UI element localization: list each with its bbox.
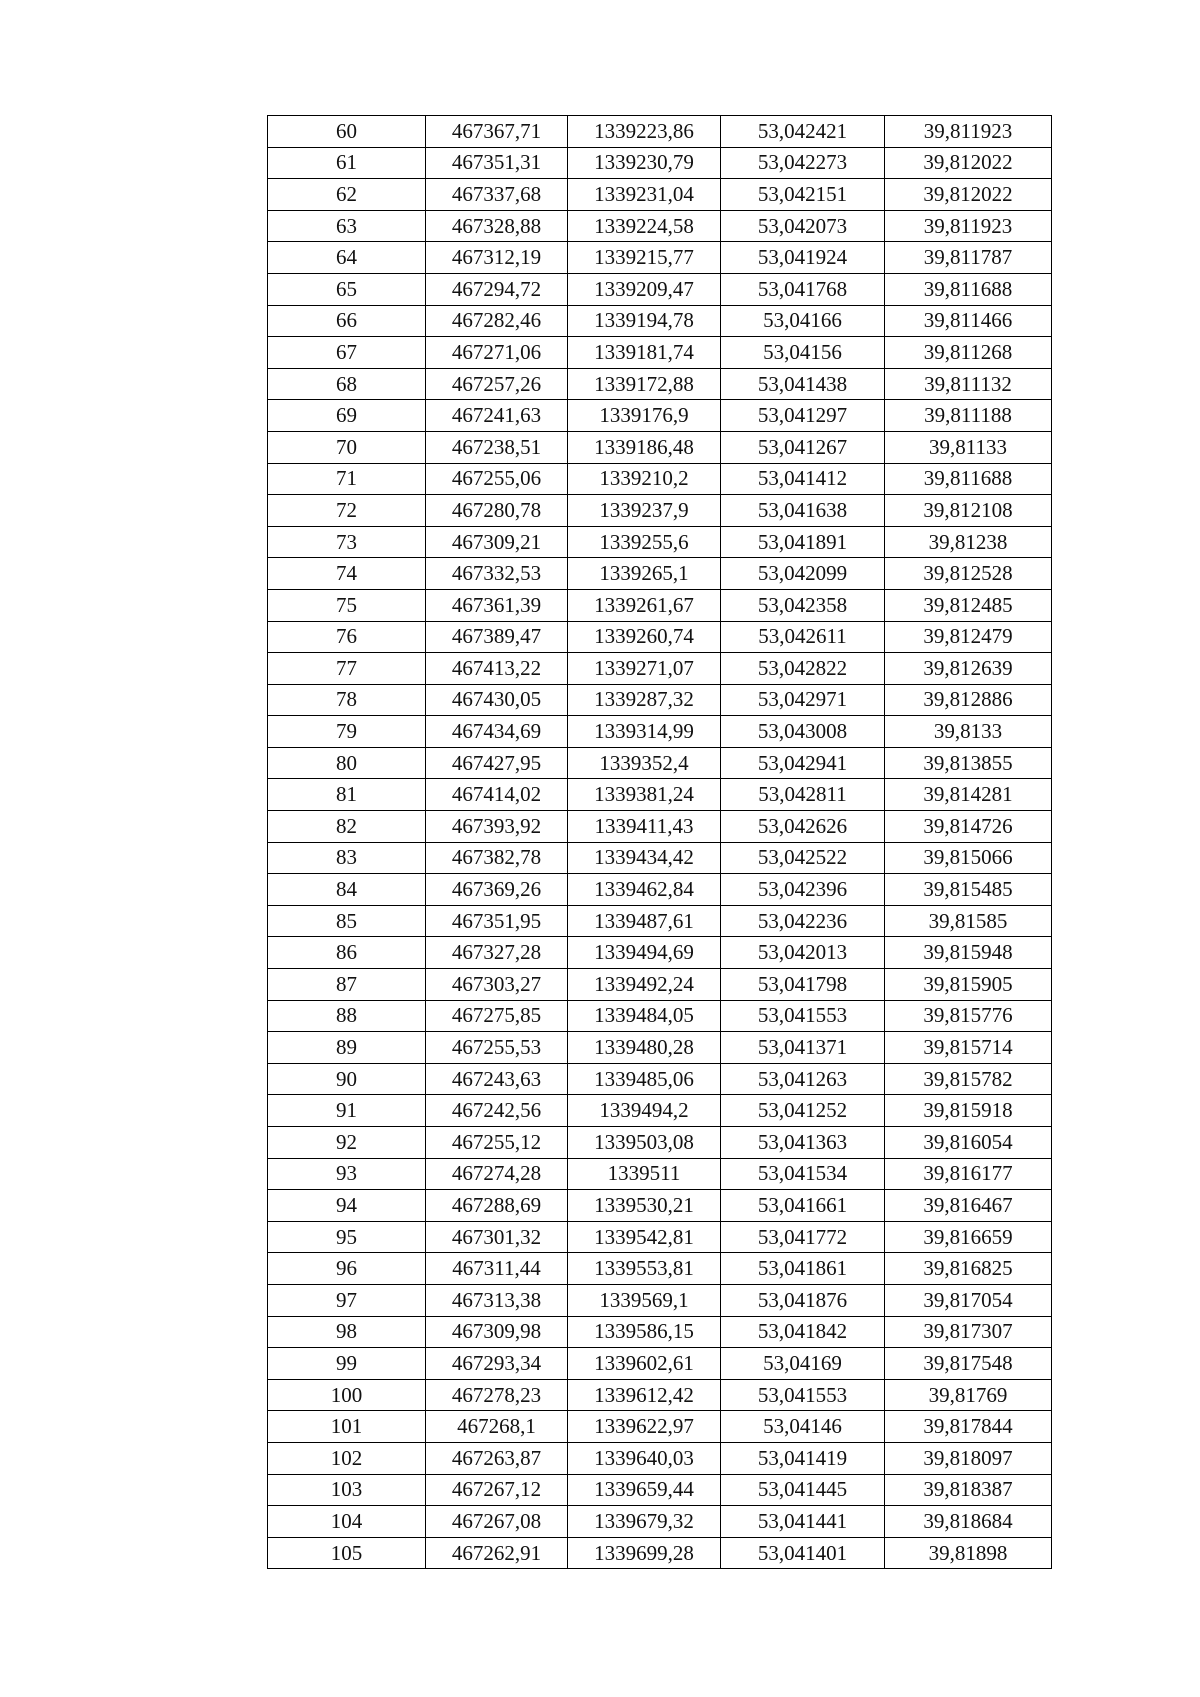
longitude-cell: 39,817307 [885,1316,1052,1348]
latitude-cell: 53,041534 [721,1158,885,1190]
longitude-cell: 39,814726 [885,811,1052,843]
point-number-cell: 89 [268,1032,426,1064]
y-coordinate-cell: 1339224,58 [568,210,721,242]
x-coordinate-cell: 467293,34 [426,1348,568,1380]
longitude-cell: 39,818684 [885,1506,1052,1538]
y-coordinate-cell: 1339209,47 [568,273,721,305]
latitude-cell: 53,041891 [721,526,885,558]
table-row [268,1221,1052,1253]
point-number-cell: 85 [268,905,426,937]
longitude-cell: 39,812479 [885,621,1052,653]
latitude-cell: 53,041876 [721,1284,885,1316]
longitude-cell: 39,815714 [885,1032,1052,1064]
table-row [268,431,1052,463]
x-coordinate-cell: 467361,39 [426,589,568,621]
point-number-cell: 105 [268,1537,426,1569]
table-row [268,1127,1052,1159]
table-row [268,526,1052,558]
y-coordinate-cell: 1339172,88 [568,368,721,400]
latitude-cell: 53,041553 [721,1379,885,1411]
point-number-cell: 70 [268,431,426,463]
x-coordinate-cell: 467427,95 [426,747,568,779]
table-row [268,1442,1052,1474]
table-row [268,1316,1052,1348]
longitude-cell: 39,813855 [885,747,1052,779]
table-row [268,1032,1052,1064]
table-row [268,1348,1052,1380]
longitude-cell: 39,811688 [885,273,1052,305]
y-coordinate-cell: 1339511 [568,1158,721,1190]
x-coordinate-cell: 467369,26 [426,874,568,906]
x-coordinate-cell: 467337,68 [426,179,568,211]
point-number-cell: 60 [268,116,426,148]
longitude-cell: 39,816659 [885,1221,1052,1253]
point-number-cell: 68 [268,368,426,400]
x-coordinate-cell: 467351,31 [426,147,568,179]
longitude-cell: 39,812022 [885,179,1052,211]
longitude-cell: 39,818387 [885,1474,1052,1506]
latitude-cell: 53,042611 [721,621,885,653]
latitude-cell: 53,041445 [721,1474,885,1506]
longitude-cell: 39,812639 [885,653,1052,685]
y-coordinate-cell: 1339215,77 [568,242,721,274]
point-number-cell: 73 [268,526,426,558]
latitude-cell: 53,041297 [721,400,885,432]
y-coordinate-cell: 1339542,81 [568,1221,721,1253]
x-coordinate-cell: 467268,1 [426,1411,568,1443]
table-row [268,495,1052,527]
longitude-cell: 39,815782 [885,1063,1052,1095]
coordinates-table-body [268,116,1052,1569]
table-row [268,1506,1052,1538]
y-coordinate-cell: 1339265,1 [568,558,721,590]
x-coordinate-cell: 467274,28 [426,1158,568,1190]
latitude-cell: 53,041263 [721,1063,885,1095]
y-coordinate-cell: 1339176,9 [568,400,721,432]
x-coordinate-cell: 467303,27 [426,969,568,1001]
longitude-cell: 39,811188 [885,400,1052,432]
latitude-cell: 53,041638 [721,495,885,527]
latitude-cell: 53,042073 [721,210,885,242]
table-row [268,1411,1052,1443]
x-coordinate-cell: 467413,22 [426,653,568,685]
latitude-cell: 53,041924 [721,242,885,274]
point-number-cell: 79 [268,716,426,748]
point-number-cell: 71 [268,463,426,495]
latitude-cell: 53,041441 [721,1506,885,1538]
point-number-cell: 66 [268,305,426,337]
y-coordinate-cell: 1339484,05 [568,1000,721,1032]
point-number-cell: 98 [268,1316,426,1348]
x-coordinate-cell: 467262,91 [426,1537,568,1569]
y-coordinate-cell: 1339480,28 [568,1032,721,1064]
y-coordinate-cell: 1339622,97 [568,1411,721,1443]
y-coordinate-cell: 1339352,4 [568,747,721,779]
x-coordinate-cell: 467328,88 [426,210,568,242]
latitude-cell: 53,041438 [721,368,885,400]
x-coordinate-cell: 467238,51 [426,431,568,463]
latitude-cell: 53,04166 [721,305,885,337]
point-number-cell: 99 [268,1348,426,1380]
y-coordinate-cell: 1339261,67 [568,589,721,621]
point-number-cell: 91 [268,1095,426,1127]
point-number-cell: 100 [268,1379,426,1411]
table-row [268,747,1052,779]
longitude-cell: 39,811923 [885,210,1052,242]
x-coordinate-cell: 467271,06 [426,337,568,369]
longitude-cell: 39,811787 [885,242,1052,274]
longitude-cell: 39,815485 [885,874,1052,906]
y-coordinate-cell: 1339494,2 [568,1095,721,1127]
point-number-cell: 75 [268,589,426,621]
point-number-cell: 62 [268,179,426,211]
latitude-cell: 53,043008 [721,716,885,748]
table-row [268,400,1052,432]
table-row [268,116,1052,148]
y-coordinate-cell: 1339260,74 [568,621,721,653]
point-number-cell: 72 [268,495,426,527]
x-coordinate-cell: 467267,08 [426,1506,568,1538]
coordinates-table [267,115,1052,1569]
x-coordinate-cell: 467241,63 [426,400,568,432]
table-row [268,969,1052,1001]
x-coordinate-cell: 467255,53 [426,1032,568,1064]
longitude-cell: 39,81133 [885,431,1052,463]
y-coordinate-cell: 1339411,43 [568,811,721,843]
latitude-cell: 53,042421 [721,116,885,148]
x-coordinate-cell: 467294,72 [426,273,568,305]
point-number-cell: 69 [268,400,426,432]
y-coordinate-cell: 1339223,86 [568,116,721,148]
table-row [268,337,1052,369]
latitude-cell: 53,042396 [721,874,885,906]
point-number-cell: 63 [268,210,426,242]
y-coordinate-cell: 1339194,78 [568,305,721,337]
point-number-cell: 61 [268,147,426,179]
longitude-cell: 39,81769 [885,1379,1052,1411]
table-row [268,716,1052,748]
y-coordinate-cell: 1339287,32 [568,684,721,716]
longitude-cell: 39,812886 [885,684,1052,716]
table-row [268,368,1052,400]
latitude-cell: 53,042358 [721,589,885,621]
latitude-cell: 53,042941 [721,747,885,779]
latitude-cell: 53,042236 [721,905,885,937]
y-coordinate-cell: 1339602,61 [568,1348,721,1380]
y-coordinate-cell: 1339485,06 [568,1063,721,1095]
latitude-cell: 53,042151 [721,179,885,211]
longitude-cell: 39,8133 [885,716,1052,748]
latitude-cell: 53,042273 [721,147,885,179]
point-number-cell: 81 [268,779,426,811]
point-number-cell: 86 [268,937,426,969]
y-coordinate-cell: 1339553,81 [568,1253,721,1285]
x-coordinate-cell: 467312,19 [426,242,568,274]
latitude-cell: 53,041861 [721,1253,885,1285]
table-row [268,558,1052,590]
point-number-cell: 95 [268,1221,426,1253]
table-row [268,1158,1052,1190]
longitude-cell: 39,811268 [885,337,1052,369]
x-coordinate-cell: 467280,78 [426,495,568,527]
y-coordinate-cell: 1339314,99 [568,716,721,748]
longitude-cell: 39,818097 [885,1442,1052,1474]
x-coordinate-cell: 467263,87 [426,1442,568,1474]
latitude-cell: 53,042626 [721,811,885,843]
x-coordinate-cell: 467434,69 [426,716,568,748]
latitude-cell: 53,042099 [721,558,885,590]
table-row [268,1000,1052,1032]
table-row [268,937,1052,969]
table-row [268,1190,1052,1222]
point-number-cell: 77 [268,653,426,685]
latitude-cell: 53,042013 [721,937,885,969]
longitude-cell: 39,816825 [885,1253,1052,1285]
longitude-cell: 39,811132 [885,368,1052,400]
x-coordinate-cell: 467243,63 [426,1063,568,1095]
table-row [268,779,1052,811]
longitude-cell: 39,817844 [885,1411,1052,1443]
y-coordinate-cell: 1339569,1 [568,1284,721,1316]
table-row [268,653,1052,685]
latitude-cell: 53,041661 [721,1190,885,1222]
table-row [268,463,1052,495]
table-row [268,1284,1052,1316]
x-coordinate-cell: 467327,28 [426,937,568,969]
longitude-cell: 39,815066 [885,842,1052,874]
longitude-cell: 39,815918 [885,1095,1052,1127]
x-coordinate-cell: 467393,92 [426,811,568,843]
latitude-cell: 53,042971 [721,684,885,716]
longitude-cell: 39,811688 [885,463,1052,495]
latitude-cell: 53,041772 [721,1221,885,1253]
latitude-cell: 53,041419 [721,1442,885,1474]
latitude-cell: 53,04146 [721,1411,885,1443]
x-coordinate-cell: 467382,78 [426,842,568,874]
latitude-cell: 53,041553 [721,1000,885,1032]
latitude-cell: 53,041401 [721,1537,885,1569]
point-number-cell: 80 [268,747,426,779]
y-coordinate-cell: 1339679,32 [568,1506,721,1538]
table-row [268,905,1052,937]
x-coordinate-cell: 467301,32 [426,1221,568,1253]
point-number-cell: 93 [268,1158,426,1190]
point-number-cell: 76 [268,621,426,653]
table-row [268,589,1052,621]
table-row [268,147,1052,179]
point-number-cell: 90 [268,1063,426,1095]
y-coordinate-cell: 1339210,2 [568,463,721,495]
point-number-cell: 101 [268,1411,426,1443]
latitude-cell: 53,04156 [721,337,885,369]
x-coordinate-cell: 467242,56 [426,1095,568,1127]
y-coordinate-cell: 1339530,21 [568,1190,721,1222]
table-row [268,242,1052,274]
y-coordinate-cell: 1339586,15 [568,1316,721,1348]
longitude-cell: 39,814281 [885,779,1052,811]
table-row [268,179,1052,211]
latitude-cell: 53,041798 [721,969,885,1001]
y-coordinate-cell: 1339503,08 [568,1127,721,1159]
y-coordinate-cell: 1339237,9 [568,495,721,527]
longitude-cell: 39,812485 [885,589,1052,621]
longitude-cell: 39,81898 [885,1537,1052,1569]
point-number-cell: 103 [268,1474,426,1506]
x-coordinate-cell: 467351,95 [426,905,568,937]
table-row [268,1474,1052,1506]
longitude-cell: 39,81585 [885,905,1052,937]
point-number-cell: 88 [268,1000,426,1032]
table-row [268,305,1052,337]
x-coordinate-cell: 467288,69 [426,1190,568,1222]
y-coordinate-cell: 1339271,07 [568,653,721,685]
point-number-cell: 83 [268,842,426,874]
y-coordinate-cell: 1339462,84 [568,874,721,906]
y-coordinate-cell: 1339612,42 [568,1379,721,1411]
point-number-cell: 67 [268,337,426,369]
x-coordinate-cell: 467309,21 [426,526,568,558]
table-row [268,1379,1052,1411]
latitude-cell: 53,04169 [721,1348,885,1380]
latitude-cell: 53,041267 [721,431,885,463]
longitude-cell: 39,817054 [885,1284,1052,1316]
longitude-cell: 39,811923 [885,116,1052,148]
point-number-cell: 82 [268,811,426,843]
x-coordinate-cell: 467332,53 [426,558,568,590]
x-coordinate-cell: 467311,44 [426,1253,568,1285]
longitude-cell: 39,812022 [885,147,1052,179]
longitude-cell: 39,815905 [885,969,1052,1001]
longitude-cell: 39,812528 [885,558,1052,590]
longitude-cell: 39,816177 [885,1158,1052,1190]
x-coordinate-cell: 467255,12 [426,1127,568,1159]
point-number-cell: 64 [268,242,426,274]
table-row [268,874,1052,906]
table-row [268,842,1052,874]
latitude-cell: 53,042822 [721,653,885,685]
y-coordinate-cell: 1339699,28 [568,1537,721,1569]
point-number-cell: 74 [268,558,426,590]
longitude-cell: 39,81238 [885,526,1052,558]
y-coordinate-cell: 1339381,24 [568,779,721,811]
longitude-cell: 39,817548 [885,1348,1052,1380]
y-coordinate-cell: 1339181,74 [568,337,721,369]
point-number-cell: 104 [268,1506,426,1538]
point-number-cell: 78 [268,684,426,716]
x-coordinate-cell: 467282,46 [426,305,568,337]
point-number-cell: 102 [268,1442,426,1474]
point-number-cell: 65 [268,273,426,305]
table-row [268,684,1052,716]
table-row [268,1095,1052,1127]
longitude-cell: 39,816467 [885,1190,1052,1222]
x-coordinate-cell: 467313,38 [426,1284,568,1316]
table-row [268,621,1052,653]
longitude-cell: 39,815948 [885,937,1052,969]
x-coordinate-cell: 467309,98 [426,1316,568,1348]
y-coordinate-cell: 1339186,48 [568,431,721,463]
latitude-cell: 53,041363 [721,1127,885,1159]
latitude-cell: 53,041371 [721,1032,885,1064]
latitude-cell: 53,041842 [721,1316,885,1348]
longitude-cell: 39,816054 [885,1127,1052,1159]
point-number-cell: 92 [268,1127,426,1159]
table-row [268,273,1052,305]
point-number-cell: 97 [268,1284,426,1316]
table-row [268,811,1052,843]
latitude-cell: 53,041412 [721,463,885,495]
point-number-cell: 96 [268,1253,426,1285]
table-row [268,1537,1052,1569]
latitude-cell: 53,041252 [721,1095,885,1127]
x-coordinate-cell: 467430,05 [426,684,568,716]
latitude-cell: 53,042811 [721,779,885,811]
point-number-cell: 84 [268,874,426,906]
y-coordinate-cell: 1339487,61 [568,905,721,937]
x-coordinate-cell: 467278,23 [426,1379,568,1411]
table-row [268,1253,1052,1285]
longitude-cell: 39,815776 [885,1000,1052,1032]
point-number-cell: 87 [268,969,426,1001]
y-coordinate-cell: 1339231,04 [568,179,721,211]
x-coordinate-cell: 467267,12 [426,1474,568,1506]
y-coordinate-cell: 1339492,24 [568,969,721,1001]
longitude-cell: 39,812108 [885,495,1052,527]
y-coordinate-cell: 1339640,03 [568,1442,721,1474]
x-coordinate-cell: 467414,02 [426,779,568,811]
y-coordinate-cell: 1339659,44 [568,1474,721,1506]
x-coordinate-cell: 467275,85 [426,1000,568,1032]
y-coordinate-cell: 1339230,79 [568,147,721,179]
x-coordinate-cell: 467389,47 [426,621,568,653]
y-coordinate-cell: 1339494,69 [568,937,721,969]
x-coordinate-cell: 467255,06 [426,463,568,495]
table-row [268,1063,1052,1095]
longitude-cell: 39,811466 [885,305,1052,337]
y-coordinate-cell: 1339255,6 [568,526,721,558]
latitude-cell: 53,041768 [721,273,885,305]
x-coordinate-cell: 467367,71 [426,116,568,148]
latitude-cell: 53,042522 [721,842,885,874]
point-number-cell: 94 [268,1190,426,1222]
x-coordinate-cell: 467257,26 [426,368,568,400]
table-row [268,210,1052,242]
y-coordinate-cell: 1339434,42 [568,842,721,874]
